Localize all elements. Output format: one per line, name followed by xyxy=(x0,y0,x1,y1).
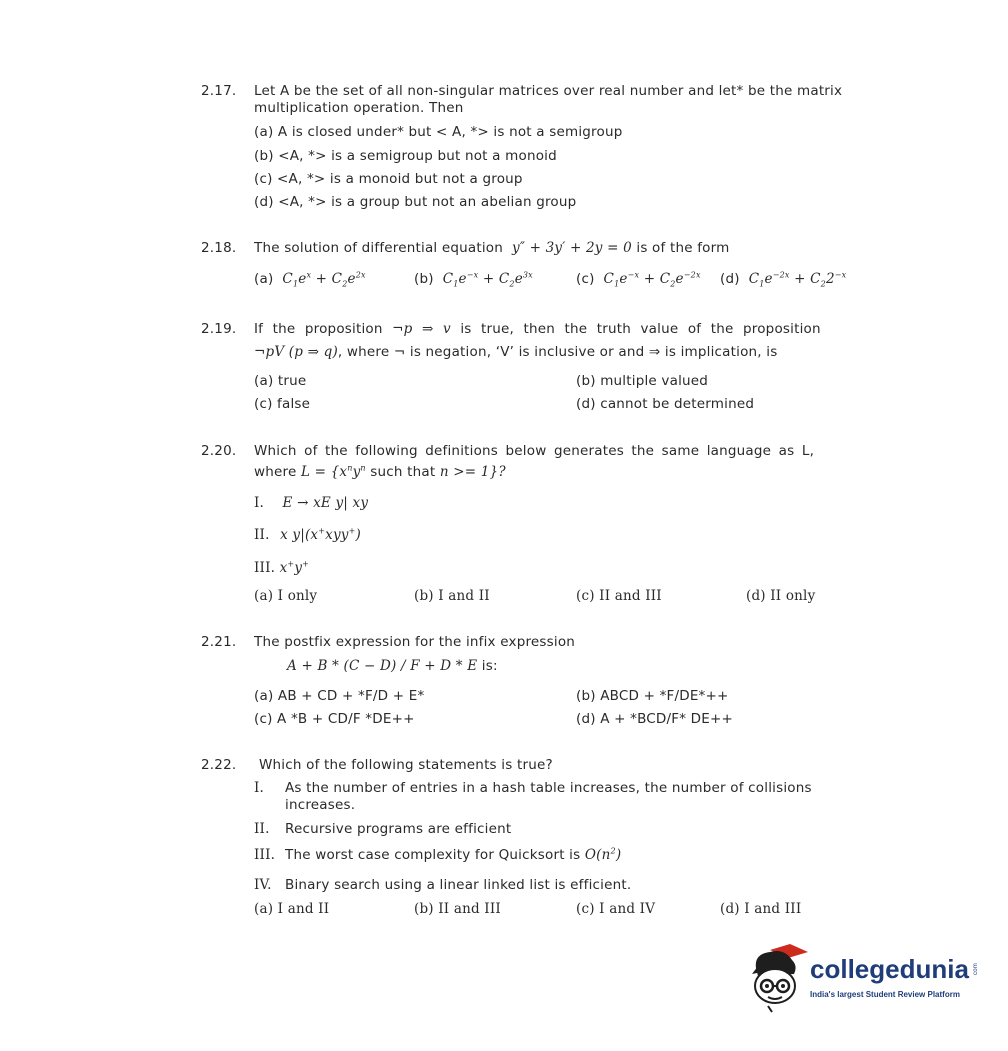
option-b: (b) <A, *> is a semigroup but not a monoid xyxy=(254,148,557,164)
collegedunia-logo xyxy=(748,940,983,1020)
logo-tagline: India's largest Student Review Platform xyxy=(810,990,960,999)
option-d: (d) <A, *> is a group but not an abelian group xyxy=(254,194,577,210)
question-number: 2.17. xyxy=(201,83,237,99)
option-d: (d) A + *BCD/F* DE++ xyxy=(576,711,734,727)
question-number: 2.18. xyxy=(201,240,237,256)
option-a: (a) true xyxy=(254,373,307,389)
option-b: (b) ABCD + *F/DE*++ xyxy=(576,688,729,704)
option-c: (c) I and IV xyxy=(576,901,656,917)
option-b: (b) multiple valued xyxy=(576,373,709,389)
option-b: (b) $C_1e^{-x} + C_2e^{3x}$ xyxy=(414,270,533,289)
mascot-icon xyxy=(748,940,810,1015)
option-b: (b) I and II xyxy=(414,588,490,604)
statement-1: I. E → xE y| xy xyxy=(254,495,369,511)
question-number: 2.19. xyxy=(201,321,237,337)
option-c: (c) <A, *> is a monoid but not a group xyxy=(254,171,523,187)
option-a: (a) AB + CD + *F/D + E* xyxy=(254,688,425,704)
question-text-line-1: If the proposition ¬p ⇒ v is true, then the truth value of the proposition xyxy=(254,321,821,337)
question-text: The solution of differential equation y″ + 3y′ + 2y = 0 is of the form xyxy=(254,240,730,256)
option-a: (a) $C_1e^x + C_2e^{2x}$ xyxy=(254,270,366,289)
question-text-line-1: Which of the following definitions below generates the same language as L, xyxy=(254,443,815,459)
infix-expression: A + B * (C − D) / F + D * E is: xyxy=(287,658,498,674)
option-d: (d) cannot be determined xyxy=(576,396,755,412)
option-d: (d) I and III xyxy=(720,901,802,917)
option-a: (a) I and II xyxy=(254,901,330,917)
option-c: (c) $C_1e^{-x} + C_2e^{-2x}$ xyxy=(576,270,701,289)
option-c: (c) false xyxy=(254,396,311,412)
question-text: The postfix expression for the infix expression xyxy=(254,634,576,650)
option-a: (a) I only xyxy=(254,588,318,604)
statement-1: I. As the number of entries in a hash table increases, the number of collisions increases. xyxy=(254,780,812,813)
statement-2: II. Recursive programs are efficient xyxy=(254,821,512,837)
statement-2: II. x y|(x+xyy+) xyxy=(254,526,361,543)
question-number: 2.20. xyxy=(201,443,237,459)
logo-wordmark: collegedunia xyxy=(810,954,969,984)
question-number: 2.21. xyxy=(201,634,237,650)
statement-4: IV. Binary search using a linear linked list is efficient. xyxy=(254,877,632,893)
option-d: (d) II only xyxy=(746,588,816,604)
option-c: (c) A *B + CD/F *DE++ xyxy=(254,711,415,727)
option-a: (a) A is closed under* but < A, *> is not a semigroup xyxy=(254,124,623,140)
question-2-17 xyxy=(201,83,851,210)
question-text: Which of the following statements is true? xyxy=(259,757,553,773)
question-text-line-2: ¬pV (p ⇒ q), where ¬ is negation, ‘V’ is inclusive or and ⇒ is implication, is xyxy=(254,344,778,360)
option-b: (b) II and III xyxy=(414,901,501,917)
option-c: (c) II and III xyxy=(576,588,662,604)
statement-3: III. x+y+ xyxy=(254,559,310,576)
question-text: Let A be the set of all non-singular matrices over real number and let* be the matrix multiplication operation. Then xyxy=(254,83,843,116)
statement-3: III. The worst case complexity for Quicksort is $O(n^2)$ xyxy=(254,846,622,863)
logo-suffix: com xyxy=(972,963,979,975)
equation: y″ + 3y′ + 2y = 0 xyxy=(507,240,632,256)
question-number: 2.22. xyxy=(201,757,237,773)
option-d: (d) $C_1e^{-2x} + C_22^{-x}$ xyxy=(720,270,847,289)
question-text-line-2: where $L = \{x^ny^n$ such that n >= 1}? xyxy=(254,463,506,480)
